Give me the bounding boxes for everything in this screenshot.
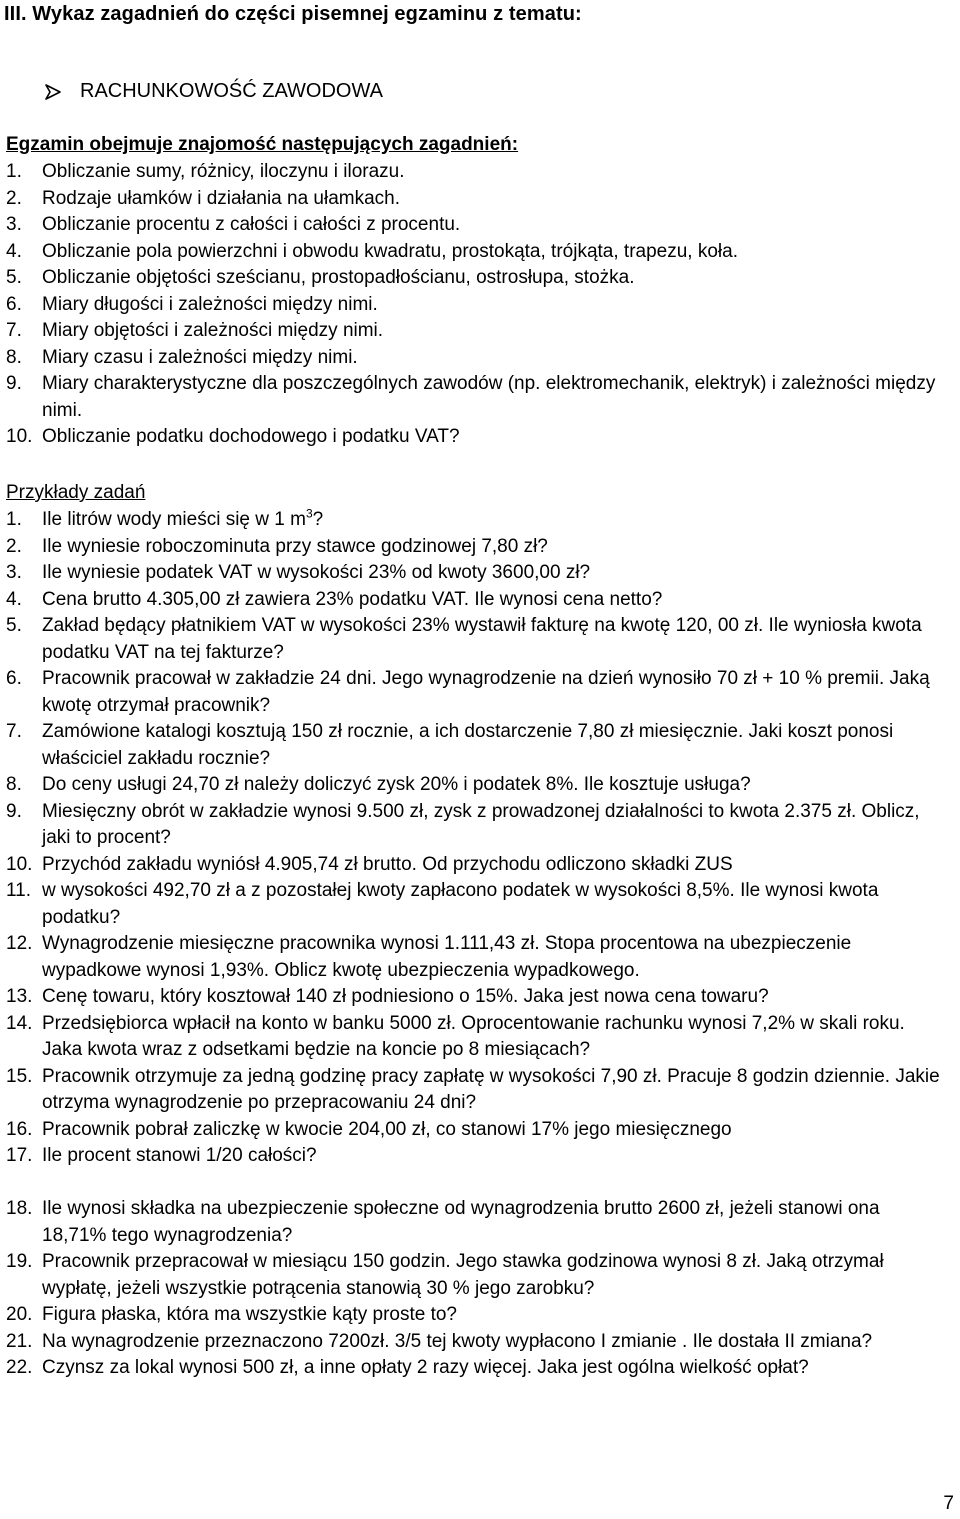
tasks-heading: Przykłady zadań (6, 482, 146, 503)
list-item: 9. Miary charakterystyczne dla poszczególnych zawodów (np. elektromechanik, elektryk) i zależności między nimi. (6, 373, 936, 421)
list-item: 20. Figura płaska, która ma wszystkie kąty proste to? (6, 1304, 457, 1325)
list-item: 21. Na wynagrodzenie przeznaczono 7200zł. 3/5 tej kwoty wypłacono I zmianie . Ile dostała II zmiana? (6, 1330, 873, 1352)
page-number: 7 (943, 1493, 954, 1514)
list-item: 5. Zakład będący płatnikiem VAT w wysokości 23% wystawił fakturę na kwotę 120, 00 zł. Ile wyniosła kwota podatku VAT na tej fakturze? (6, 615, 922, 663)
list-item: 6. Pracownik pracował w zakładzie 24 dni. Jego wynagrodzenie na dzień wynosiło 70 zł + 10 % premii. Jaką kwotę otrzymał pracownik? (6, 668, 930, 716)
topic-row (44, 80, 383, 103)
list-item: 6. Miary długości i zależności między nimi. (6, 293, 378, 315)
list-item: 8. Do ceny usługi 24,70 zł należy doliczyć zysk 20% i podatek 8%. Ile kosztuje usługa? (6, 774, 751, 795)
list-item: 16. Pracownik pobrał zaliczkę w kwocie 204,00 zł, co stanowi 17% jego miesięcznego (6, 1118, 732, 1140)
list-item: 22. Czynsz za lokal wynosi 500 zł, a inne opłaty 2 razy więcej. Jaka jest ogólna wielkość opłat? (6, 1357, 809, 1378)
section-heading: III. Wykaz zagadnień do części pisemnej egzaminu z tematu: (4, 3, 582, 25)
list-item: 7. Miary objętości i zależności między nimi. (6, 320, 384, 341)
list-item: 5. Obliczanie objętości sześcianu, prostopadłościanu, ostrosłupa, stożka. (6, 267, 635, 288)
list-item: 3. Obliczanie procentu z całości i całości z procentu. (6, 214, 461, 235)
list-item: 4. Obliczanie pola powierzchni i obwodu kwadratu, prostokąta, trójkąta, trapezu, koła. (6, 240, 738, 262)
list-item: 10. Przychód zakładu wyniósł 4.905,74 zł brutto. Od przychodu odliczono składki ZUS (6, 853, 733, 875)
list-item: 1. Obliczanie sumy, różnicy, iloczynu i ilorazu. (6, 161, 405, 182)
topic-title: RACHUNKOWOŚĆ ZAWODOWA (80, 80, 383, 102)
superscript: 3 (305, 506, 313, 521)
list-item: 9. Miesięczny obrót w zakładzie wynosi 9.500 zł, zysk z prowadzonej działalności to kwota 2.375 zł. Oblicz, jaki to procent? (6, 800, 920, 848)
list-item: 10. Obliczanie podatku dochodowego i podatku VAT? (6, 426, 460, 447)
list-item: 19. Pracownik przepracował w miesiącu 150 godzin. Jego stawka godzinowa wynosi 8 zł. Jaką otrzymał wypłatę, jeżeli wszystkie potrącenia stanowią 30 % jego zarobku? (6, 1251, 884, 1299)
list-item: 13. Cenę towaru, który kosztował 140 zł podniesiono o 15%. Jaka jest nowa cena towaru? (6, 986, 769, 1007)
example-tasks-list (6, 507, 946, 1382)
list-item: 4. Cena brutto 4.305,00 zł zawiera 23% podatku VAT. Ile wynosi cena netto? (6, 588, 663, 610)
list-item: 18. Ile wynosi składka na ubezpieczenie społeczne od wynagrodzenia brutto 2600 zł, jeżeli stanowi ona 18,71% tego wynagrodzenia? (6, 1198, 880, 1246)
list-item: 8. Miary czasu i zależności między nimi. (6, 346, 358, 368)
list-item: 12. Wynagrodzenie miesięczne pracownika wynosi 1.111,43 zł. Stopa procentowa na ubezpieczenie wypadkowe wynosi 1,93%. Oblicz kwotę ubezpieczenia wypadkowego. (6, 933, 852, 981)
list-item: 3. Ile wyniesie podatek VAT w wysokości 23% od kwoty 3600,00 zł? (6, 562, 591, 583)
list-item: 1. Ile litrów wody mieści się w 1 $m^3$? (6, 506, 324, 530)
list-item: 17. Ile procent stanowi 1/20 całości? (6, 1145, 317, 1166)
list-item: 7. Zamówione katalogi kosztują 150 zł rocznie, a ich dostarczenie 7,80 zł miesięcznie. Jaki koszt ponosi właściciel zakładu rocznie? (6, 721, 894, 769)
arrow-bullet-icon (44, 83, 62, 101)
list-item: 2. Ile wyniesie roboczominuta przy stawce godzinowej 7,80 zł? (6, 535, 548, 557)
exam-intro: Egzamin obejmuje znajomość następujących zagadnień: (6, 134, 519, 155)
list-item: 15. Pracownik otrzymuje za jedną godzinę pracy zapłatę w wysokości 7,90 zł. Pracuje 8 godzin dziennie. Jakie otrzyma wynagrodzenie po przepracowaniu 24 dni? (6, 1065, 940, 1113)
list-item: 14. Przedsiębiorca wpłacił na konto w banku 5000 zł. Oprocentowanie rachunku wynosi 7,2% w skali roku. Jaka kwota wraz z odsetkami będzie na koncie po 8 miesiącach? (6, 1012, 905, 1060)
exam-topics-list (6, 159, 946, 451)
list-item: 2. Rodzaje ułamków i działania na ułamkach. (6, 187, 401, 209)
list-item: 11. w wysokości 492,70 zł a z pozostałej kwoty zapłacono podatek w wysokości 8,5%. Ile wynosi kwota podatku? (6, 880, 879, 928)
